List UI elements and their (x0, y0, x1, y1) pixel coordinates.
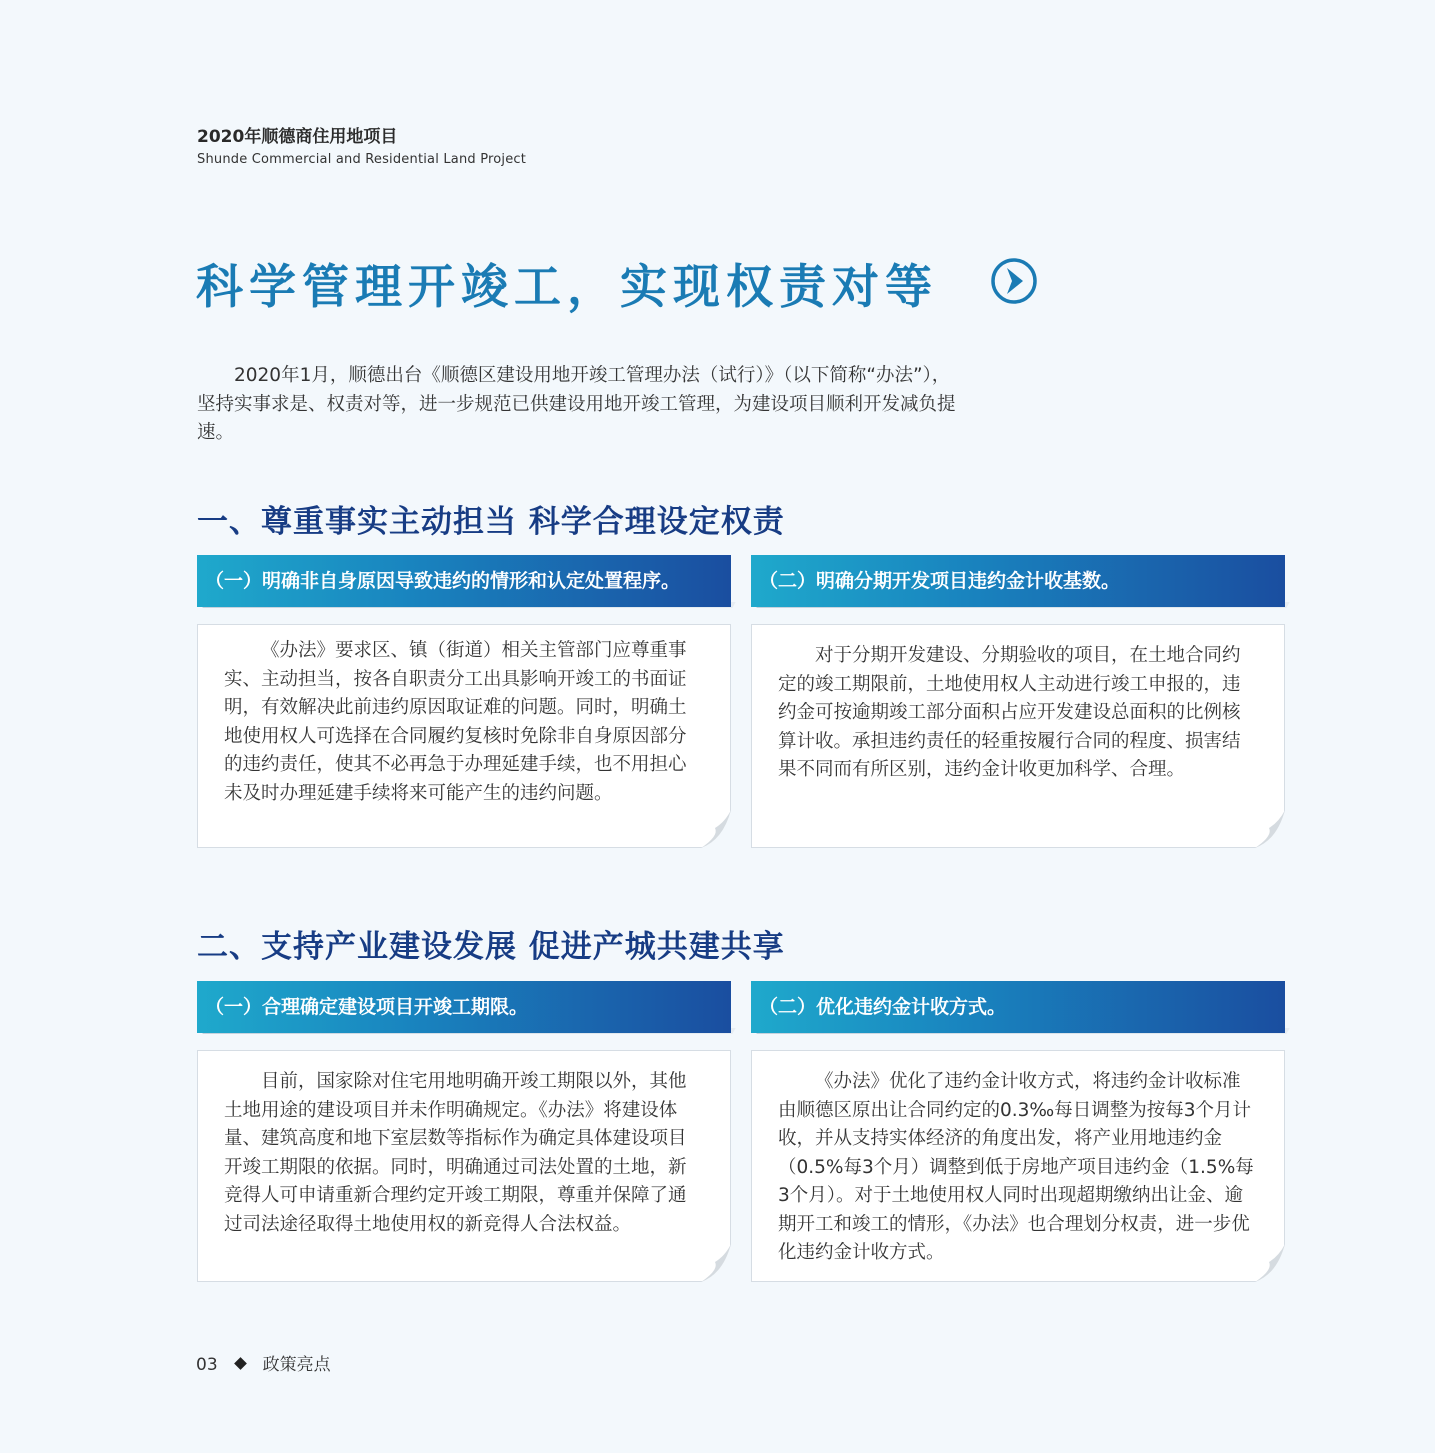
subsection-heading-2-2: （二）优化违约金计收方式。 (751, 981, 1285, 1033)
page-curl-icon (701, 1244, 731, 1282)
intro-paragraph: 2020年1月，顺德出台《顺德区建设用地开竣工管理办法（试行）》（以下简称“办法”），坚持实事求是、权责对等，进一步规范已供建设用地开竣工管理，为建设项目顺利开发减负提速。 (197, 365, 956, 443)
footer-section-label: 政策亮点 (262, 1355, 331, 1375)
page-curl-icon (1255, 810, 1285, 848)
subsection-heading-1-2: （二）明确分期开发项目违约金计收基数。 (751, 555, 1285, 607)
diamond-icon (234, 1357, 247, 1370)
card-text: 《办法》要求区、镇（街道）相关主管部门应尊重事实、主动担当，按各自职责分工出具影响开竣工的书面证明，有效解决此前违约原因取证难的问题。同时，明确土地使用权人可选择在合同履约复核时免除非自身原因部分的违约责任，使其不必再急于办理延建手续，也不用担心未及时办理延建手续将来可能产生的违约问题。 (224, 640, 687, 804)
card-text: 《办法》优化了违约金计收方式，将违约金计收标准由顺德区原出让合同约定的0.3‰每日调整为按每3个月计收，并从支持实体经济的角度出发，将产业用地违约金（0.5%每3个月）调整到低于房地产项目违约金（1.5%每3个月）。对于土地使用权人同时出现超期缴纳出让金、逾期开工和竣工的情形，《办法》也合理划分权责，进一步优化违约金计收方式。 (778, 1071, 1254, 1263)
card-text: 对于分期开发建设、分期验收的项目，在土地合同约定的竣工期限前，土地使用权人主动进行竣工申报的，违约金可按逾期竣工部分面积占应开发建设总面积的比例核算计收。承担违约责任的轻重按履行合同的程度、损害结果不同而有所区别，违约金计收更加科学、合理。 (778, 645, 1241, 780)
chevron-right-circle-icon (990, 257, 1038, 305)
page-curl-icon (701, 810, 731, 848)
header-title-cn: 2020年顺德商住用地项目 (197, 127, 398, 147)
content-card-2-1 (197, 1050, 731, 1282)
subsection-heading-2-1: （一）合理确定建设项目开竣工期限。 (197, 981, 731, 1033)
page-footer (196, 1350, 331, 1375)
header-title-en: Shunde Commercial and Residential Land Project (197, 152, 527, 167)
section-title-2: 二、支持产业建设发展 促进产城共建共享 (197, 929, 785, 965)
page-title: 科学管理开竣工，实现权责对等 (196, 260, 938, 315)
page-curl-icon (1255, 1244, 1285, 1282)
content-card-1-2 (751, 624, 1285, 848)
card-text: 目前，国家除对住宅用地明确开竣工期限以外，其他土地用途的建设项目并未作明确规定。《办法》将建设体量、建筑高度和地下室层数等指标作为确定具体建设项目开竣工期限的依据。同时，明确通过司法处置的土地，新竞得人可申请重新合理约定开竣工期限，尊重并保障了通过司法途径取得土地使用权的新竞得人合法权益。 (224, 1071, 687, 1235)
subsection-heading-1-1: （一）明确非自身原因导致违约的情形和认定处置程序。 (197, 555, 731, 607)
content-card-1-1 (197, 624, 731, 848)
content-card-2-2 (751, 1050, 1285, 1282)
section-title-1: 一、尊重事实主动担当 科学合理设定权责 (197, 504, 785, 540)
page-number: 03 (196, 1355, 218, 1375)
